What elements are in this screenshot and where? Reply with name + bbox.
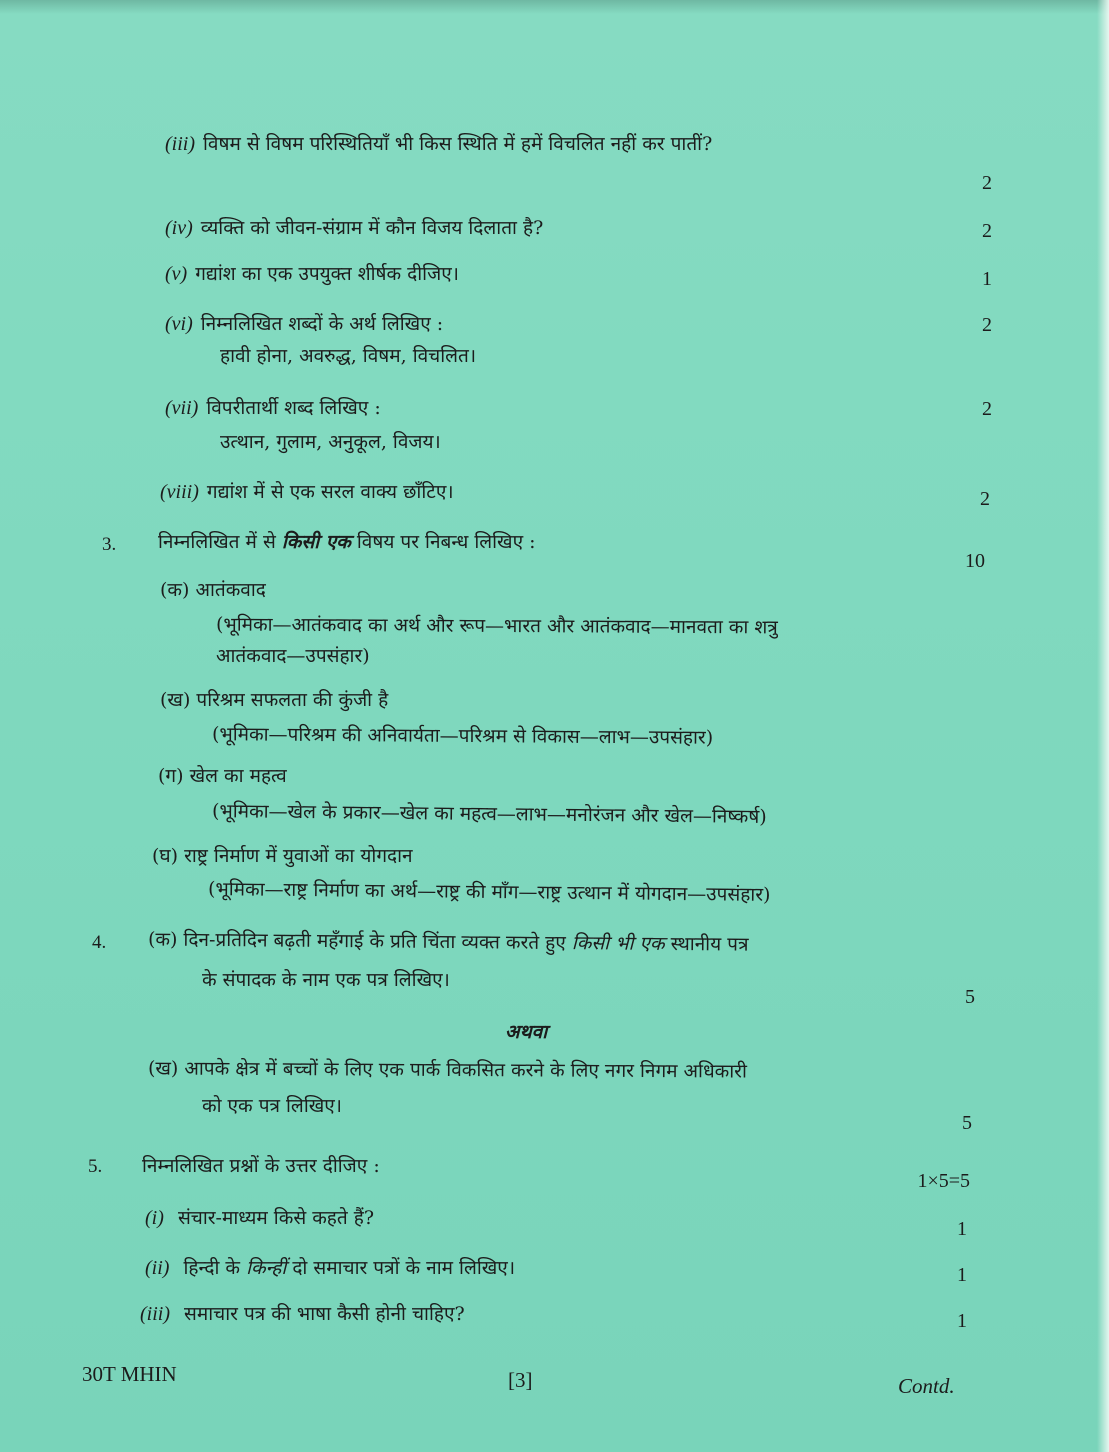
q3-question: निम्नलिखित में से किसी एक विषय पर निबन्ध लिखिए : — [158, 531, 536, 553]
q5-i-mark: 1 — [957, 1218, 967, 1240]
q3-outline-ga: (भूमिका—खेल के प्रकार—खेल का महत्व—लाभ—मनोरंजन और खेल—निष्कर्ष) — [211, 800, 767, 828]
q4-option-ka: (क) दिन-प्रतिदिन बढ़ती महँगाई के प्रति चिंता व्यक्त करते हुए किसी भी एक स्थानीय पत्र — [147, 928, 749, 956]
q3-number: 3. — [102, 534, 117, 555]
q5-i: (i) संचार-माध्यम किसे कहते हैं? — [145, 1207, 375, 1229]
q4-kha-mark: 5 — [962, 1112, 972, 1134]
q2-iii: (iii) विषम से विषम परिस्थितियाँ भी किस स्थिति में हमें विचलित नहीं कर पातीं? — [165, 133, 713, 155]
q2-vi-words: हावी होना, अवरुद्ध, विषम, विचलित। — [220, 345, 477, 367]
q2-v-mark: 1 — [982, 268, 992, 290]
q3-topic-ga: (ग) खेल का महत्व — [158, 765, 287, 787]
q3-outline-ka-1: (भूमिका—आतंकवाद का अर्थ और रूप—भारत और आतंकवाद—मानवता का शत्रु — [215, 613, 778, 639]
q3-outline-kha: (भूमिका—परिश्रम की अनिवार्यता—परिश्रम से विकास—लाभ—उपसंहार) — [211, 723, 714, 749]
q3-mark: 10 — [965, 550, 985, 572]
q2-vi: (vi) निम्नलिखित शब्दों के अर्थ लिखिए : — [165, 313, 444, 335]
q2-vii-words: उत्थान, गुलाम, अनुकूल, विजय। — [220, 431, 441, 453]
q5-iii: (iii) समाचार पत्र की भाषा कैसी होनी चाहिए? — [140, 1303, 465, 1325]
q5-ii-mark: 1 — [957, 1264, 967, 1286]
q5-number: 5. — [88, 1156, 103, 1177]
q4-option-kha-line2: को एक पत्र लिखिए। — [202, 1095, 342, 1117]
q5-ii: (ii) हिन्दी के किन्हीं दो समाचार पत्रों के नाम लिखिए। — [145, 1257, 516, 1279]
q3-outline-ka-2: आतंकवाद—उपसंहार) — [216, 645, 370, 667]
paper-edge — [1097, 0, 1109, 1452]
q4-or: अथवा — [505, 1021, 548, 1043]
q3-topic-kha: (ख) परिश्रम सफलता की कुंजी है — [160, 689, 389, 711]
q3-topic-ka: (क) आतंकवाद — [160, 579, 266, 601]
q5-question: निम्नलिखित प्रश्नों के उत्तर दीजिए : — [142, 1155, 380, 1177]
q2-vi-mark: 2 — [982, 314, 992, 336]
q2-iv: (iv) व्यक्ति को जीवन-संग्राम में कौन विजय दिलाता है? — [165, 217, 544, 239]
q5-iii-mark: 1 — [957, 1310, 967, 1332]
q3-topic-gha: (घ) राष्ट्र निर्माण में युवाओं का योगदान — [152, 845, 413, 867]
q5-mark: 1×5=5 — [917, 1170, 970, 1192]
q4-number: 4. — [92, 932, 107, 953]
paper-code: 30T MHIN — [82, 1362, 177, 1386]
q4-option-kha: (ख) आपके क्षेत्र में बच्चों के लिए एक पार्क विकसित करने के लिए नगर निगम अधिकारी — [147, 1057, 747, 1083]
scan-shadow — [0, 0, 1109, 14]
q2-viii-mark: 2 — [980, 488, 990, 510]
q4-ka-mark: 5 — [965, 986, 975, 1008]
q3-outline-gha: (भूमिका—राष्ट्र निर्माण का अर्थ—राष्ट्र की माँग—राष्ट्र उत्थान में योगदान—उपसंहार) — [207, 878, 771, 906]
q4-option-ka-line2: के संपादक के नाम एक पत्र लिखिए। — [202, 969, 450, 991]
q2-iii-mark: 2 — [982, 172, 992, 194]
q2-vii: (vii) विपरीतार्थी शब्द लिखिए : — [165, 397, 381, 419]
q2-vii-mark: 2 — [982, 398, 992, 420]
page-number: [3] — [508, 1368, 533, 1392]
q2-v: (v) गद्यांश का एक उपयुक्त शीर्षक दीजिए। — [165, 263, 459, 285]
continued-label: Contd. — [898, 1374, 955, 1398]
q2-iv-mark: 2 — [982, 220, 992, 242]
q2-viii: (viii) गद्यांश में से एक सरल वाक्य छाँटिए। — [160, 481, 454, 503]
